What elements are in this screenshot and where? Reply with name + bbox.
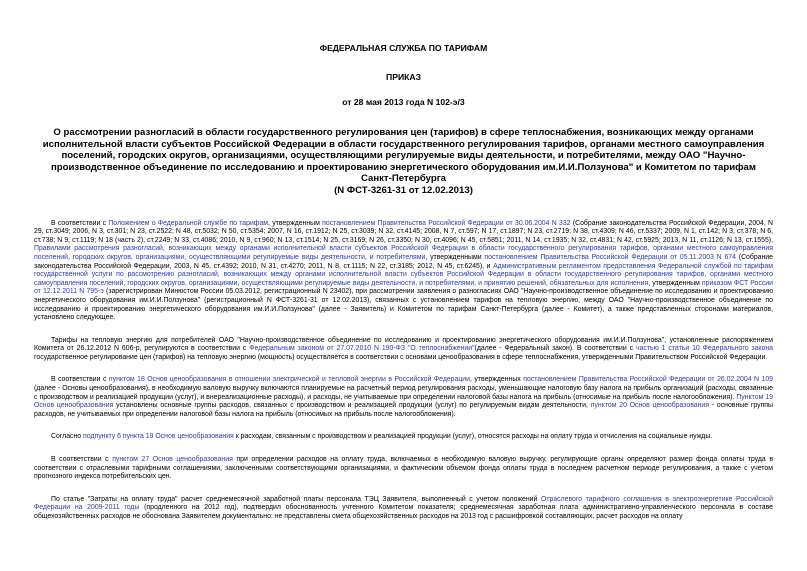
text: (далее - Основы ценообразования), в необходимую валовую выручку включаются планируемые на расчетный период регулирования расходы, уменьшающие налоговую базу налога на прибыль организаций (расходы, связанные с производством и реализацией продукции (услуг), и внереализационные расходы), и расходы, не учитываемые при определении налоговой базы налога на прибыль (относимые на прибыль после налогообложения). — [34, 385, 773, 401]
text: , утвержденных — [470, 376, 524, 384]
text: (зарегистрирован Минюстом России 05.03.2012, регистрационный N 23402), при рассмотрении заявления о разногласиях ОАО "Научно-производственное объединение по исследованию и проектированию энергетического оборудования им.И.И.Ползунова" (регистрационный N ФСТ-3261-31 от 12.02.2013), связанных с установлением тарифов на тепловую энергию, между ОАО "Научно-производственное объединение по исследованию и проектированию энергетического оборудования им.И.И.Ползунова" (далее - Заявитель) и Комитетом по тарифам Санкт-Петербурга (далее - Комитет), а также представленных сторонами материалов, установлено следующее. — [34, 288, 773, 322]
text: к расходам, связанным с производством и реализацией продукции (услуг), относятся расходы на оплату труда и отчисления на социальные нужды. — [233, 433, 713, 441]
agency-name: ФЕДЕРАЛЬНАЯ СЛУЖБА ПО ТАРИФАМ — [319, 43, 488, 53]
link-article-10-part-1[interactable]: частью 1 статьи 10 — [636, 345, 700, 353]
text: Тарифы на тепловую энергию для потребителей ОАО "Научно-производственное объединение по исследованию и проектированию энергетического оборудования им.И.И.Ползунова", установленные распоряжением Комитета от 26.12.2012 N 606-р, регулируются в соответствии с — [34, 336, 773, 353]
link-pricing-basics-p19-6[interactable]: подпункту 6 пункта 19 Основ ценообразования — [83, 433, 234, 441]
text: (Собрание законодательства Российской Федерации, 2003, N 45, ст.4392; 2010, N 31, ст.4270; 2011, N 8, ст.1115; N 22, ст.3185; 2012, N 45, ст.6245), и — [34, 253, 773, 270]
document-title — [34, 108, 773, 197]
link-pricing-basics-p27[interactable]: пунктом 27 Основ ценообразования — [112, 456, 233, 464]
text: , утвержденным — [648, 279, 702, 287]
text: (продленного на 2012 год), подтвердил обоснованность учтенного Комитетом показателя; среднемесячная заработная плата административно-управленческого персонала в составе общехозяйственных расходов не обоснована Заявителем документально: не представлены смета общехозяйственных расходов на 2013 год с расшифровкой составляющих, расчет расходов на оплату — [34, 504, 773, 520]
document-type: ПРИКАЗ — [386, 72, 421, 82]
document-date-number: от 28 мая 2013 года N 102-э/3 — [342, 97, 465, 107]
link-industry-tariff-agreement[interactable]: Отраслевого тарифного соглашения в электроэнергетике Российской Федерации на 2009-2011 годы — [34, 495, 773, 512]
text: при определении расходов на оплату труда, включаемых в необходимую валовую выручку, регулирующие органы определяют размер фонда оплаты труда в соответствии с отраслевыми тарифными соглашениями, заключенными соответствующими организациями, и фактическим объемом фонда оплаты труда в последнем расчетном периоде регулирования, а также с учетом прогнозного индекса потребительских цен. — [34, 456, 774, 481]
text: , утвержденным — [268, 219, 323, 227]
link-admin-regulation[interactable]: Административным регламентом предоставления Федеральной службой по тарифам государственной услуги по рассмотрению разногласий, возникающих между органами исполнительной власти субъектов Российской Федерации в области государственного регулирования тарифов, органами местного самоуправления поселений, городских округов, организациями, осуществляющими регулируемые виды деятельности, и потребителями, и принятию решений, обязательных для исполнения — [34, 262, 773, 287]
text: установлены основные группы расходов, связанных с производством и реализацией продукции (услуг) по регулируемым видам деятельности, — [113, 402, 591, 410]
link-disagreement-rules[interactable]: Правилами рассмотрения разногласий, возникающих между органами исполнительной власти субъектов Российской Федерации в области государственного регулирования тарифов, органами местного самоуправления поселений, городских округов, организациями, осуществляющими регулируемые виды деятельности, и потребителями — [34, 245, 773, 261]
paragraph-1 — [34, 220, 773, 323]
link-federal-law[interactable]: Федерального закона — [702, 345, 773, 353]
link-pricing-basics-p19[interactable]: Пунктом 19 Основ ценообразования — [34, 393, 773, 410]
link-government-decree-332[interactable]: постановлением Правительства Российской Федерации от 30.06.2004 N 332 — [322, 219, 571, 227]
text: государственное регулирование цен (тарифов) на тепловую энергию (мощность) осуществляется в соответствии с основами ценообразования в сфере теплоснабжения, утвержденными Правительством Российской Федерации. — [34, 353, 768, 361]
paragraph-6 — [34, 496, 773, 522]
link-fst-order-795[interactable]: приказом ФСТ России от 12.12.2011 N 795-э — [34, 279, 773, 296]
paragraph-4 — [34, 433, 773, 442]
case-number: (N ФСТ-3261-31 от 12.02.2013) — [334, 184, 473, 196]
link-pricing-basics-p18[interactable]: пунктом 18 Основ ценообразования в отношении электрической и тепловой энергии в Российской Федерации — [108, 376, 470, 384]
paragraph-5 — [34, 456, 773, 482]
link-government-decree-109[interactable]: постановлением Правительства Российской Федерации от 26.02.2004 N 109 — [523, 376, 773, 384]
document-title-text: О рассмотрении разногласий в области государственного регулирования цен (тарифов) в сфере теплоснабжения, возникающих между органами исполнительной власти субъектов Российской Федерации в области государственного регулирования тарифов, органами местного самоуправления поселений, городских округов, организациями, осуществляющими регулируемые виды деятельности, и потребителями, между ОАО "Научно-производственное объединение по исследованию и проектированию энергетического оборудования им.И.И.Ползунова" и Комитетом по тарифам Санкт-Петербурга — [42, 127, 765, 185]
text: (Собрание законодательства Российской Федерации, 2004, N 29, ст.3049; 2006, N 3, ст.301; N 23, ст.2522; N 48, ст.5032; N 50, ст.5354; 2007, N 16, ст.1912; N 25, ст.3039; N 32, ст.4145; 2008, N 7, ст.597; N 17, ст.1897; N 23, ст.2719; N 38, ст.4309; N 46, ст.5337; 2009, N 1, ст.142; N 3, ст.378; N 6, ст.738; N 9, ст.1119; N 18 (часть 2), ст.2249; N 33, ст.4086; 2010, N 9, ст.960; N 13, ст.1514; N 25, ст.3169; N 26, ст.3350; N 30, ст.4096; N 45, ст.5851; 2011, N 14, ст.1935; N 32, ст.4831; N 42, ст.5925; 2013, N 11, ст.1126; N 13, ст.1555), — [34, 219, 774, 244]
text: (далее - Федеральный закон). В соответствии с — [474, 345, 636, 353]
text: В соответствии с — [51, 219, 109, 227]
text: - основные группы расходов, не учитываемых при определении налоговой базы налога на прибыль (относимых на прибыль после налогообложения). — [34, 402, 773, 418]
text: Согласно — [51, 433, 84, 441]
paragraph-2 — [34, 337, 773, 363]
text: В соответствии с — [51, 456, 113, 464]
link-fst-regulation[interactable]: Положением о Федеральной службе по тарифам — [108, 219, 269, 227]
text: , утвержденными — [425, 253, 485, 261]
link-federal-law-190[interactable]: Федеральным законом от 27.07.2010 N 190-ФЗ "О теплоснабжении" — [249, 345, 475, 353]
link-pricing-basics-p20[interactable]: пунктом 20 Основ ценообразования — [590, 402, 710, 410]
paragraph-3 — [34, 376, 773, 419]
text: По статье "Затраты на оплату труда" расчет среднемесячной заработной платы персонала ТЭЦ Заявителя, выполненный с учетом положений — [51, 495, 541, 503]
link-government-decree-674[interactable]: постановлением Правительства Российской Федерации от 05.11.2003 N 674 — [484, 253, 736, 261]
text: В соответствии с — [51, 376, 109, 384]
